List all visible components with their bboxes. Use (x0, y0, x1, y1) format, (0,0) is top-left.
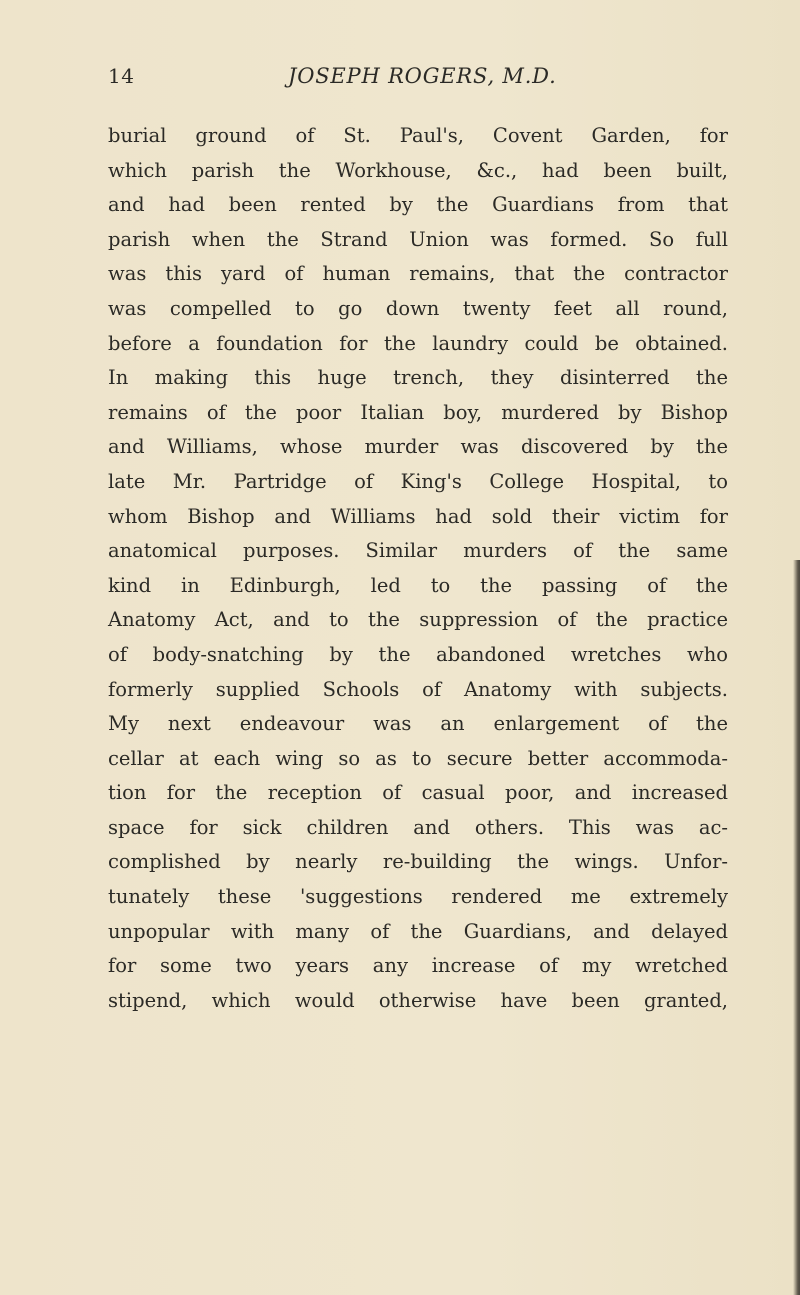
text-line: cellar at each wing so as to secure better accommoda- (108, 746, 728, 770)
text-line: was this yard of human remains, that the contractor (108, 262, 728, 286)
text-line: parish when the Strand Union was formed. So full (108, 227, 728, 251)
text-line: complished by nearly re-building the wings. Unfor- (108, 850, 728, 874)
text-line: kind in Edinburgh, led to the passing of the (108, 573, 728, 597)
page-edge-shadow (793, 560, 800, 1295)
text-line: and Williams, whose murder was discovered by the (108, 435, 728, 459)
text-line: anatomical purposes. Similar murders of the same (108, 539, 728, 563)
text-line: My next endeavour was an enlargement of the (108, 712, 728, 736)
text-line: before a foundation for the laundry could be obtained. (108, 331, 728, 355)
text-line: burial ground of St. Paul's, Covent Garden, for (108, 124, 728, 147)
text-line: late Mr. Partridge of King's College Hospital, to (108, 469, 728, 493)
running-head: JOSEPH ROGERS, M.D. (288, 64, 557, 88)
text-line: stipend, which would otherwise have been granted, (108, 988, 728, 1012)
body-text (108, 119, 728, 1018)
text-line: space for sick children and others. This was ac- (108, 815, 728, 839)
text-line: and had been rented by the Guardians from that (108, 193, 728, 217)
text-line: remains of the poor Italian boy, murdered by Bishop (108, 400, 728, 424)
text-line: which parish the Workhouse, &c., had been built, (108, 158, 728, 182)
page-number: 14 (108, 64, 135, 88)
page-header (108, 64, 728, 94)
text-line: unpopular with many of the Guardians, and delayed (108, 919, 728, 943)
text-line: was compelled to go down twenty feet all round, (108, 296, 728, 320)
text-line: of body-snatching by the abandoned wretches who (108, 642, 728, 666)
text-line: for some two years any increase of my wretched (108, 954, 728, 978)
text-line: tunately these 'suggestions rendered me extremely (108, 885, 728, 909)
text-line: tion for the reception of casual poor, and increased (108, 781, 728, 805)
text-line: whom Bishop and Williams had sold their victim for (108, 504, 728, 528)
text-line: Anatomy Act, and to the suppression of the practice (108, 608, 728, 632)
text-line: formerly supplied Schools of Anatomy with subjects. (108, 677, 728, 701)
text-line: In making this huge trench, they disinterred the (108, 366, 728, 390)
